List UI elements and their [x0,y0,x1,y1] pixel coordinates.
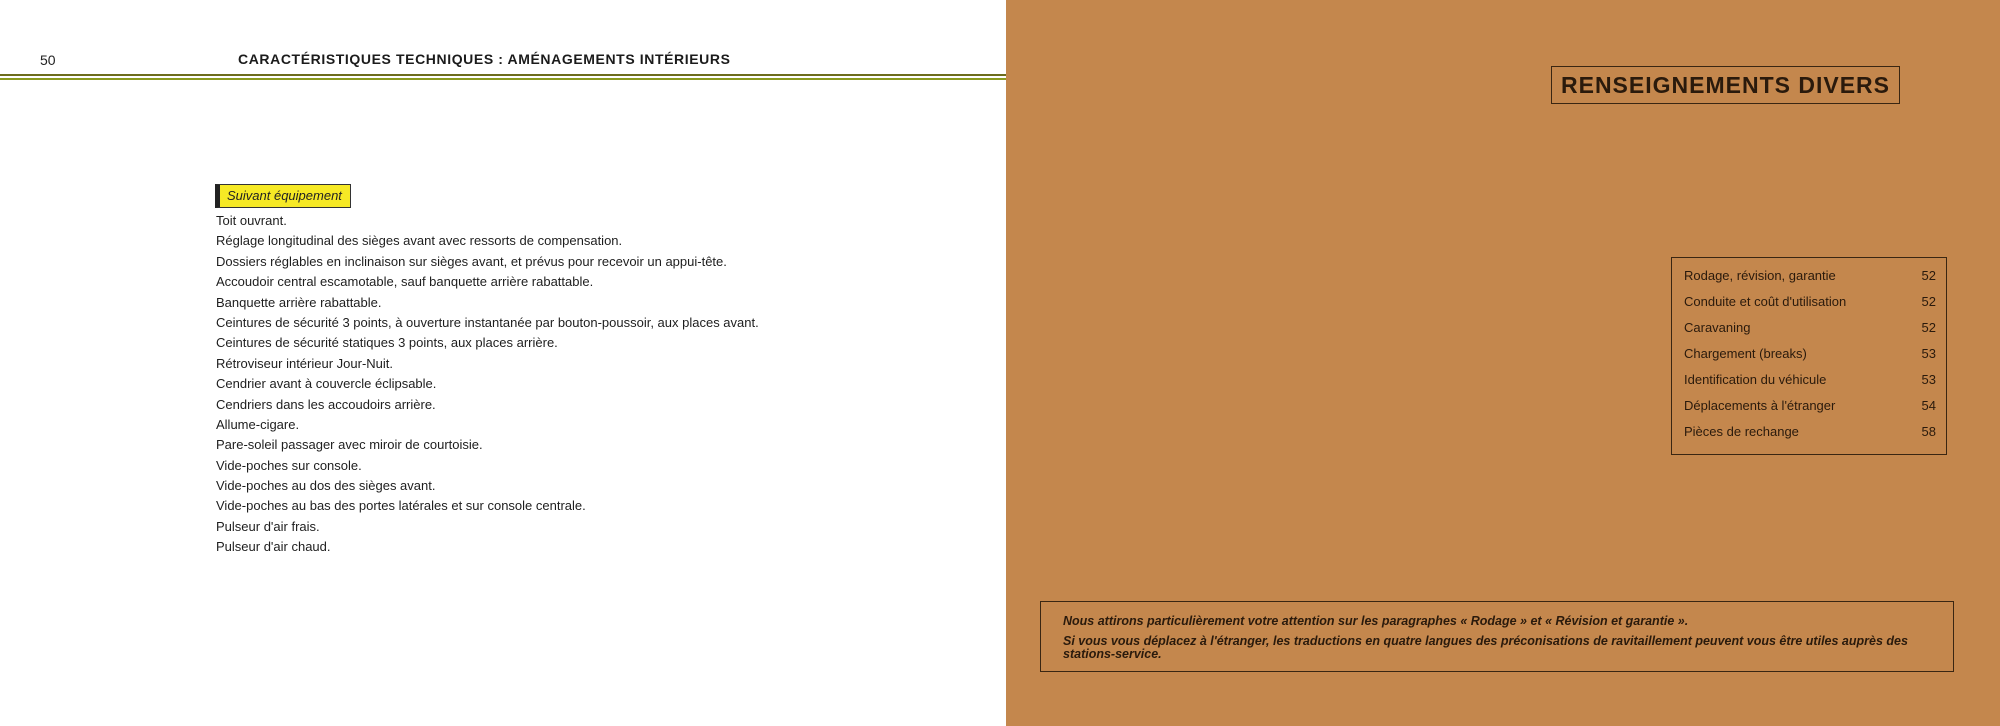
toc-label: Caravaning [1684,320,1751,335]
toc-label: Pièces de rechange [1684,424,1799,439]
header-rule-secondary [0,78,1006,80]
feature-list [216,213,798,560]
feature-item: Ceintures de sécurité 3 points, à ouverture instantanée par bouton-poussoir, aux places avant. [216,314,759,330]
toc-page: 52 [1921,268,1936,283]
page-number: 50 [40,52,56,68]
toc-page: 52 [1921,320,1936,335]
feature-item: Allume-cigare. [216,416,300,432]
toc-page: 58 [1921,424,1936,439]
toc-label: Déplacements à l'étranger [1684,398,1836,413]
feature-item: Réglage longitudinal des sièges avant avec ressorts de compensation. [216,233,623,249]
toc-row[interactable] [1684,346,1936,372]
toc-row[interactable] [1684,320,1936,346]
table-of-contents [1671,257,1947,455]
feature-item: Pulseur d'air chaud. [216,539,331,555]
feature-item: Accoudoir central escamotable, sauf banquette arrière rabattable. [216,274,594,290]
toc-label: Conduite et coût d'utilisation [1684,294,1847,309]
feature-item: Vide-poches sur console. [216,457,362,473]
notice-paragraph: Si vous vous déplacez à l'étranger, les traductions en quatre langues des préconisations de ravitaillement peuvent vous être utiles auprès des stations-service. [1063,634,1908,661]
toc-label: Rodage, révision, garantie [1684,268,1836,283]
feature-item: Ceintures de sécurité statiques 3 points, aux places arrière. [216,335,558,351]
toc-label: Identification du véhicule [1684,372,1827,387]
section-title: RENSEIGNEMENTS DIVERS [1551,66,1900,104]
feature-item: Banquette arrière rabattable. [216,294,382,310]
toc-row[interactable] [1684,398,1936,424]
toc-row[interactable] [1684,372,1936,398]
feature-item: Rétroviseur intérieur Jour-Nuit. [216,355,394,371]
feature-item: Dossiers réglables en inclinaison sur sièges avant, et prévus pour recevoir un appui-tête. [216,253,727,269]
toc-row[interactable] [1684,294,1936,320]
feature-item: Vide-poches au dos des sièges avant. [216,478,436,494]
toc-label: Chargement (breaks) [1684,346,1807,361]
toc-page: 52 [1921,294,1936,309]
feature-item: Pulseur d'air frais. [216,518,320,534]
feature-item: Vide-poches au bas des portes latérales et sur console centrale. [216,498,586,514]
equipment-badge: Suivant équipement [215,184,351,208]
toc-page: 53 [1921,372,1936,387]
header-title: CARACTÉRISTIQUES TECHNIQUES : AMÉNAGEMENTS INTÉRIEURS [238,51,731,67]
notice-box [1040,601,1954,672]
feature-item: Cendrier avant à couvercle éclipsable. [216,376,437,392]
header-rule [0,74,1006,76]
toc-page: 53 [1921,346,1936,361]
right-page [1006,0,2000,726]
toc-row[interactable] [1684,424,1936,450]
feature-item: Toit ouvrant. [216,213,287,228]
feature-item: Cendriers dans les accoudoirs arrière. [216,396,436,412]
toc-row[interactable] [1684,268,1936,294]
feature-item: Pare-soleil passager avec miroir de courtoisie. [216,437,483,453]
notice-paragraph: Nous attirons particulièrement votre attention sur les paragraphes « Rodage » et « Révision et garantie ». [1063,614,1689,628]
toc-page: 54 [1921,398,1936,413]
